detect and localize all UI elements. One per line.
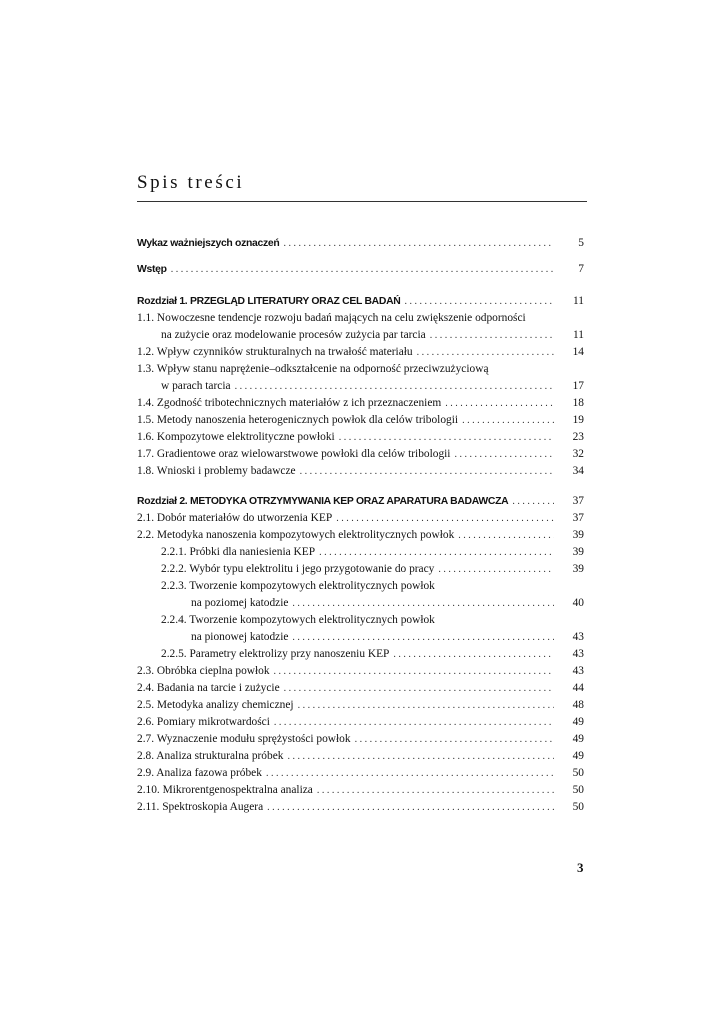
toc-entry-2-4[interactable] xyxy=(137,679,584,697)
toc-page-number: 50 xyxy=(572,801,584,813)
title-divider xyxy=(137,201,587,202)
toc-page-number: 39 xyxy=(572,546,584,558)
toc-entry-2-1[interactable] xyxy=(137,509,584,527)
toc-entry-2-3[interactable] xyxy=(137,662,584,680)
toc-page-number: 40 xyxy=(572,597,584,609)
toc-entry-text: 2.8. Analiza strukturalna próbek xyxy=(137,747,287,765)
toc-entry-2-8[interactable] xyxy=(137,747,584,765)
toc-entry-2-2-2[interactable] xyxy=(137,560,584,578)
toc-page-number: 5 xyxy=(578,237,584,249)
toc-entry-text: 1.8. Wnioski i problemy badawcze xyxy=(137,462,300,480)
toc-entry-2-5[interactable] xyxy=(137,696,584,714)
toc-leader xyxy=(283,235,554,253)
toc-entry-text: 1.5. Metody nanoszenia heterogenicznych powłok dla celów tribologii xyxy=(137,411,462,429)
page-number: 3 xyxy=(577,860,584,875)
toc-entry-2-9[interactable] xyxy=(137,764,584,782)
toc-entry-1-2[interactable] xyxy=(137,343,584,361)
toc-page-number: 34 xyxy=(572,465,584,477)
toc-entry-1-6[interactable] xyxy=(137,428,584,446)
toc-entry-text: na poziomej katodzie xyxy=(191,594,292,612)
toc-page-number: 11 xyxy=(573,295,584,307)
toc-page-number: 43 xyxy=(572,648,584,660)
toc-page-number: 48 xyxy=(572,699,584,711)
toc-entry-1-3-first-line[interactable] xyxy=(137,360,584,378)
toc-entry-introduction[interactable] xyxy=(137,260,584,278)
toc-page-number: 50 xyxy=(572,784,584,796)
toc-entry-text: 1.2. Wpływ czynników strukturalnych na trwałość materiału xyxy=(137,343,417,361)
toc-entry-text: 1.7. Gradientowe oraz wielowarstwowe powłoki dla celów tribologii xyxy=(137,445,454,463)
toc-entry-text: 2.10. Mikrorentgenospektralna analiza xyxy=(137,781,317,799)
toc-entry-text: 2.1. Dobór materiałów do utworzenia KEP xyxy=(137,509,336,527)
toc-page-number: 18 xyxy=(572,397,584,409)
toc-page-number: 44 xyxy=(572,682,584,694)
toc-entry-1-8[interactable] xyxy=(137,462,584,480)
toc-page-number: 7 xyxy=(578,263,584,275)
toc-entry-text: Wykaz ważniejszych oznaczeń xyxy=(137,235,283,253)
toc-entry-list-of-symbols[interactable] xyxy=(137,234,584,252)
toc-page-number: 23 xyxy=(572,431,584,443)
toc-entry-2-2[interactable] xyxy=(137,526,584,544)
toc-page-number: 39 xyxy=(572,563,584,575)
toc-entry-text: 2.4. Badania na tarcie i zużycie xyxy=(137,679,284,697)
toc-entry-text: 2.3. Obróbka cieplna powłok xyxy=(137,662,274,680)
toc-entry-1-5[interactable] xyxy=(137,411,584,429)
toc-entry-text: na zużycie oraz modelowanie procesów zużycia par tarcia xyxy=(161,326,430,344)
toc-page-number: 37 xyxy=(572,495,584,507)
toc-page-number: 19 xyxy=(572,414,584,426)
toc-entry-1-1[interactable] xyxy=(137,326,584,344)
toc-entry-text: Wstęp xyxy=(137,261,171,279)
toc-entry-text: Rozdział 2. METODYKA OTRZYMYWANIA KEP ORAZ APARATURA BADAWCZA xyxy=(137,493,512,511)
toc-entry-text: na pionowej katodzie xyxy=(191,628,292,646)
toc-entry-text: 2.2. Metodyka nanoszenia kompozytowych elektrolitycznych powłok xyxy=(137,526,458,544)
toc-entry-1-1-first-line[interactable] xyxy=(137,309,584,327)
toc-page-number: 39 xyxy=(572,529,584,541)
toc-page-number: 49 xyxy=(572,716,584,728)
toc-entry-text: 2.2.3. Tworzenie kompozytowych elektrolitycznych powłok xyxy=(161,580,435,592)
page-title: Spis treści xyxy=(137,172,245,193)
toc-entry-text: 1.1. Nowoczesne tendencje rozwoju badań mających na celu zwiększenie odporności xyxy=(137,312,526,324)
toc-entry-text: 2.2.1. Próbki dla naniesienia KEP xyxy=(161,543,319,561)
toc-entry-text: 2.6. Pomiary mikrotwardości xyxy=(137,713,274,731)
toc-entry-text: w parach tarcia xyxy=(161,377,235,395)
toc-entry-2-10[interactable] xyxy=(137,781,584,799)
toc-page-number: 17 xyxy=(572,380,584,392)
toc-entry-2-2-5[interactable] xyxy=(137,645,584,663)
toc-entry-chapter-2[interactable] xyxy=(137,492,584,510)
toc-page-number: 49 xyxy=(572,750,584,762)
toc-leader xyxy=(300,463,554,481)
toc-entry-text: 1.4. Zgodność tribotechnicznych materiałów z ich przeznaczeniem xyxy=(137,394,445,412)
toc-entry-2-2-3-first-line[interactable] xyxy=(137,577,584,595)
toc-page-number: 32 xyxy=(572,448,584,460)
toc-page-number: 50 xyxy=(572,767,584,779)
toc-entry-1-3[interactable] xyxy=(137,377,584,395)
toc-entry-2-2-4[interactable] xyxy=(137,628,584,646)
toc-entry-text: 2.5. Metodyka analizy chemicznej xyxy=(137,696,298,714)
toc-entry-2-2-3[interactable] xyxy=(137,594,584,612)
toc-entry-text: 2.2.2. Wybór typu elektrolitu i jego przygotowanie do pracy xyxy=(161,560,438,578)
toc-entry-text: Rozdział 1. PRZEGLĄD LITERATURY ORAZ CEL BADAŃ xyxy=(137,293,404,311)
toc-page-number: 37 xyxy=(572,512,584,524)
toc-page-number: 49 xyxy=(572,733,584,745)
toc-entry-2-11[interactable] xyxy=(137,798,584,816)
toc-entry-text: 2.2.4. Tworzenie kompozytowych elektrolitycznych powłok xyxy=(161,614,435,626)
toc-entry-1-4[interactable] xyxy=(137,394,584,412)
toc-entry-text: 1.3. Wpływ stanu naprężenie–odkształcenie na odporność przeciwzużyciową xyxy=(137,363,489,375)
toc-entry-2-6[interactable] xyxy=(137,713,584,731)
toc-entry-1-7[interactable] xyxy=(137,445,584,463)
toc-page-number: 14 xyxy=(572,346,584,358)
toc-entry-text: 2.7. Wyznaczenie modułu sprężystości powłok xyxy=(137,730,355,748)
toc-entry-text: 2.9. Analiza fazowa próbek xyxy=(137,764,266,782)
toc-entry-2-2-1[interactable] xyxy=(137,543,584,561)
toc-page-number: 11 xyxy=(573,329,584,341)
toc-entry-chapter-1[interactable] xyxy=(137,292,584,310)
toc-entry-text: 2.11. Spektroskopia Augera xyxy=(137,798,267,816)
toc-entry-text: 2.2.5. Parametry elektrolizy przy nanoszeniu KEP xyxy=(161,645,393,663)
toc-leader xyxy=(171,261,554,279)
toc-page-number: 43 xyxy=(572,631,584,643)
toc-leader xyxy=(267,799,554,817)
toc-entry-2-2-4-first-line[interactable] xyxy=(137,611,584,629)
toc-entry-text: 1.6. Kompozytowe elektrolityczne powłoki xyxy=(137,428,339,446)
toc-page-number: 43 xyxy=(572,665,584,677)
toc-entry-2-7[interactable] xyxy=(137,730,584,748)
